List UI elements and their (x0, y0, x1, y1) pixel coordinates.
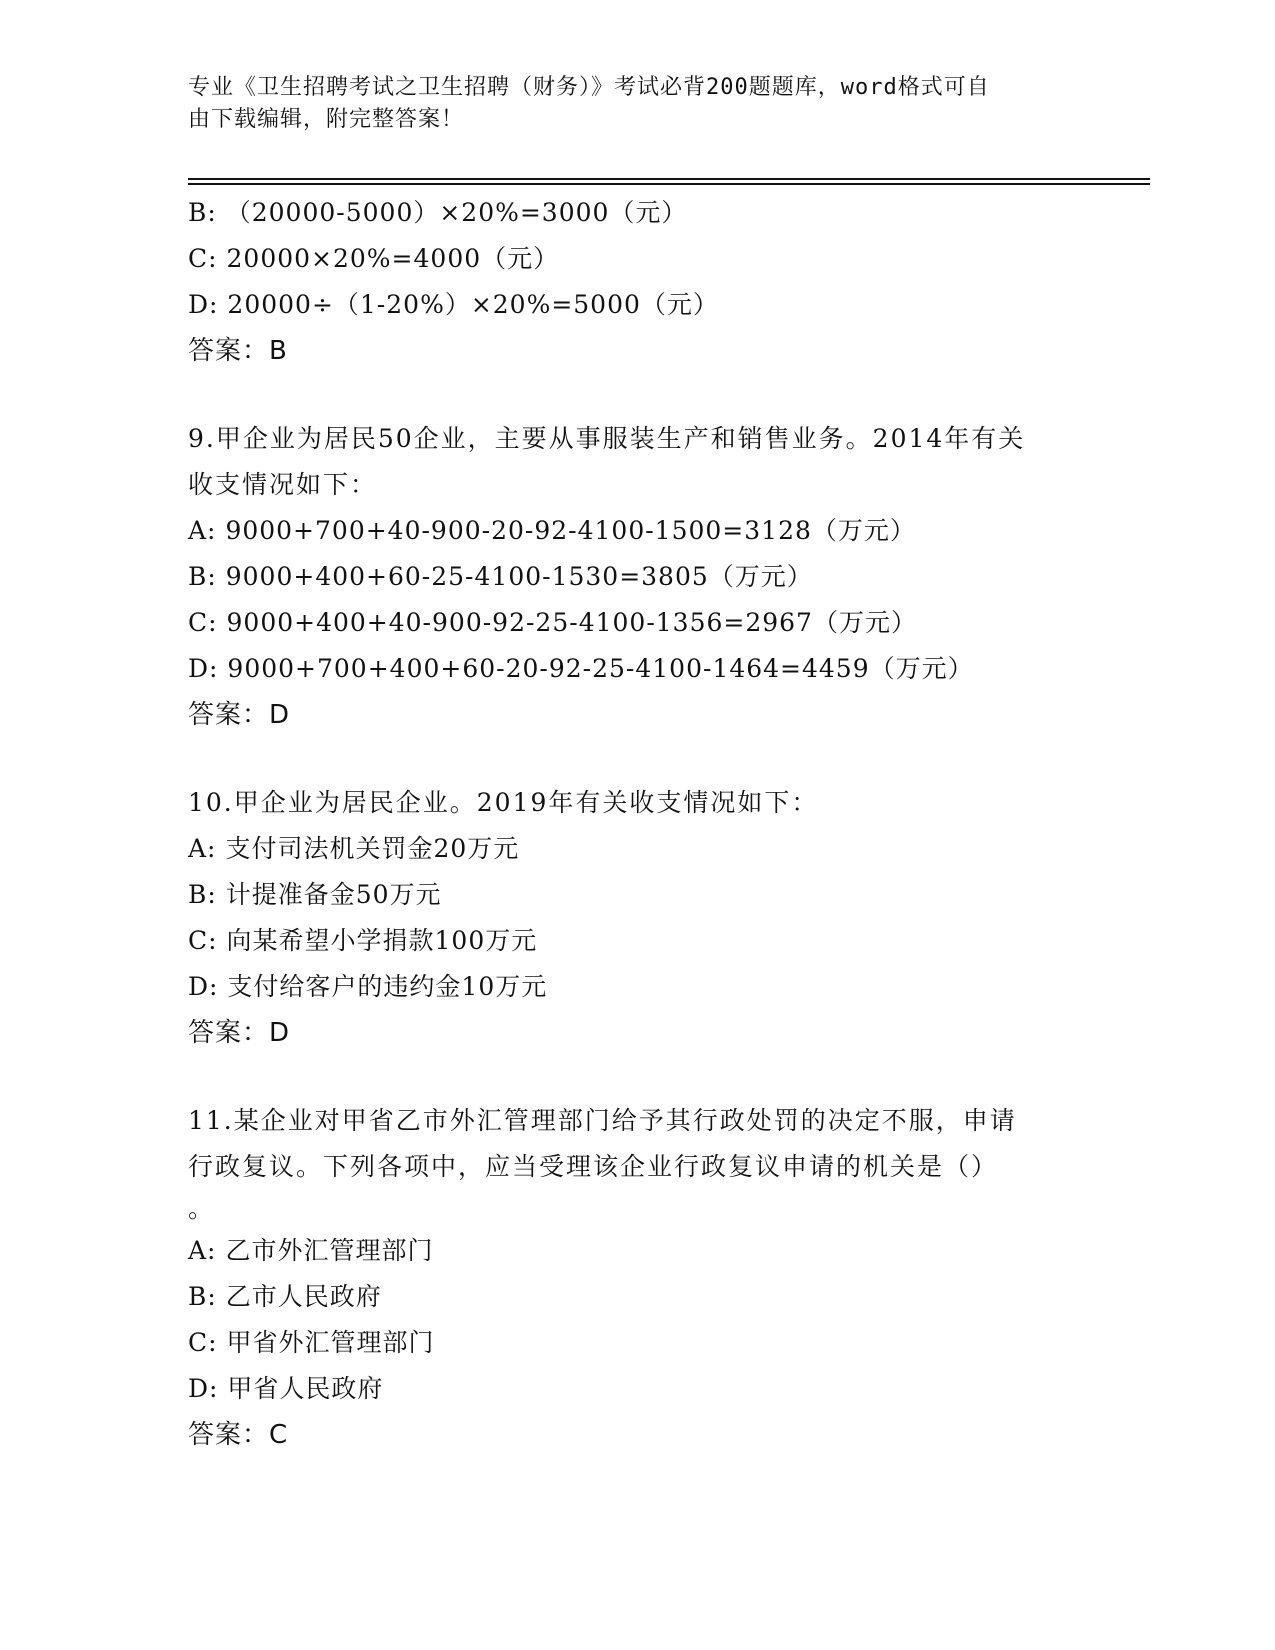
question-text: 行政复议。下列各项中，应当受理该企业行政复议申请的机关是（） (188, 1152, 999, 1181)
option-d (188, 1366, 1088, 1412)
option-b (188, 872, 1088, 918)
option-text: 支付给客户的违约金10万元 (227, 972, 548, 1001)
option-text: 乙市人民政府 (225, 1282, 382, 1311)
question-text: 。 (188, 1194, 216, 1223)
option-text: （20000-5000）×20%=3000（元） (225, 198, 688, 227)
option-b (188, 190, 1088, 236)
option-label: B: (188, 1282, 217, 1311)
document-header (188, 72, 1088, 136)
option-d (188, 646, 1088, 692)
option-c (188, 918, 1088, 964)
option-label: B: (188, 198, 217, 227)
option-label: C: (188, 608, 218, 637)
option-label: D: (188, 654, 219, 683)
header-divider-bottom (188, 183, 1150, 185)
question-text: 9.甲企业为居民50企业，主要从事服装生产和销售业务。2014年有关 (188, 424, 1026, 453)
spacer (188, 1056, 1088, 1098)
question-text: 10.甲企业为居民企业。2019年有关收支情况如下： (188, 788, 819, 817)
header-divider-top (188, 178, 1150, 180)
option-text: 9000+400+60-25-4100-1530=3805（万元） (225, 562, 813, 591)
option-d (188, 282, 1088, 328)
option-label: B: (188, 562, 217, 591)
answer-line: 答案：D (188, 700, 291, 730)
option-text: 9000+400+40-900-92-25-4100-1356=2967（万元） (226, 608, 917, 637)
option-text: 计提准备金50万元 (225, 880, 442, 909)
question-text: 11.某企业对甲省乙市外汇管理部门给予其行政处罚的决定不服，申请 (188, 1106, 1017, 1135)
option-a (188, 508, 1088, 554)
option-text: 9000+700+40-900-20-92-4100-1500=3128（万元） (225, 516, 916, 545)
option-label: B: (188, 880, 217, 909)
option-text: 9000+700+400+60-20-92-25-4100-1464=4459（万元） (227, 654, 974, 683)
question-text: 收支情况如下： (188, 470, 378, 499)
option-c (188, 236, 1088, 282)
answer-line: 答案：C (188, 1420, 289, 1450)
answer-line: 答案：D (188, 1018, 291, 1048)
document-body (188, 190, 1088, 1458)
option-b (188, 1274, 1088, 1320)
option-label: A: (188, 1236, 217, 1265)
option-c (188, 600, 1088, 646)
question-10 (188, 780, 1088, 1056)
option-label: C: (188, 926, 218, 955)
option-d (188, 964, 1088, 1010)
option-a (188, 1228, 1088, 1274)
question-9 (188, 416, 1088, 738)
header-line-2: 由下载编辑，附完整答案！ (188, 107, 465, 132)
spacer (188, 738, 1088, 780)
option-text: 向某希望小学捐款100万元 (226, 926, 538, 955)
option-label: D: (188, 1374, 219, 1403)
option-label: A: (188, 834, 217, 863)
option-text: 支付司法机关罚金20万元 (225, 834, 520, 863)
option-b (188, 554, 1088, 600)
option-text: 甲省人民政府 (227, 1374, 384, 1403)
option-text: 乙市外汇管理部门 (225, 1236, 434, 1265)
option-c (188, 1320, 1088, 1366)
option-text: 20000÷（1-20%）×20%=5000（元） (227, 290, 719, 319)
option-label: C: (188, 1328, 218, 1357)
answer-line: 答案：B (188, 336, 288, 366)
option-label: D: (188, 972, 219, 1001)
option-text: 甲省外汇管理部门 (226, 1328, 435, 1357)
option-label: A: (188, 516, 217, 545)
option-text: 20000×20%=4000（元） (226, 244, 560, 273)
option-a (188, 826, 1088, 872)
option-label: D: (188, 290, 219, 319)
spacer (188, 374, 1088, 416)
prev-question (188, 190, 1088, 374)
question-11 (188, 1098, 1088, 1458)
header-line-1: 专业《卫生招聘考试之卫生招聘（财务）》考试必背200题题库，word格式可自 (188, 75, 990, 100)
option-label: C: (188, 244, 218, 273)
